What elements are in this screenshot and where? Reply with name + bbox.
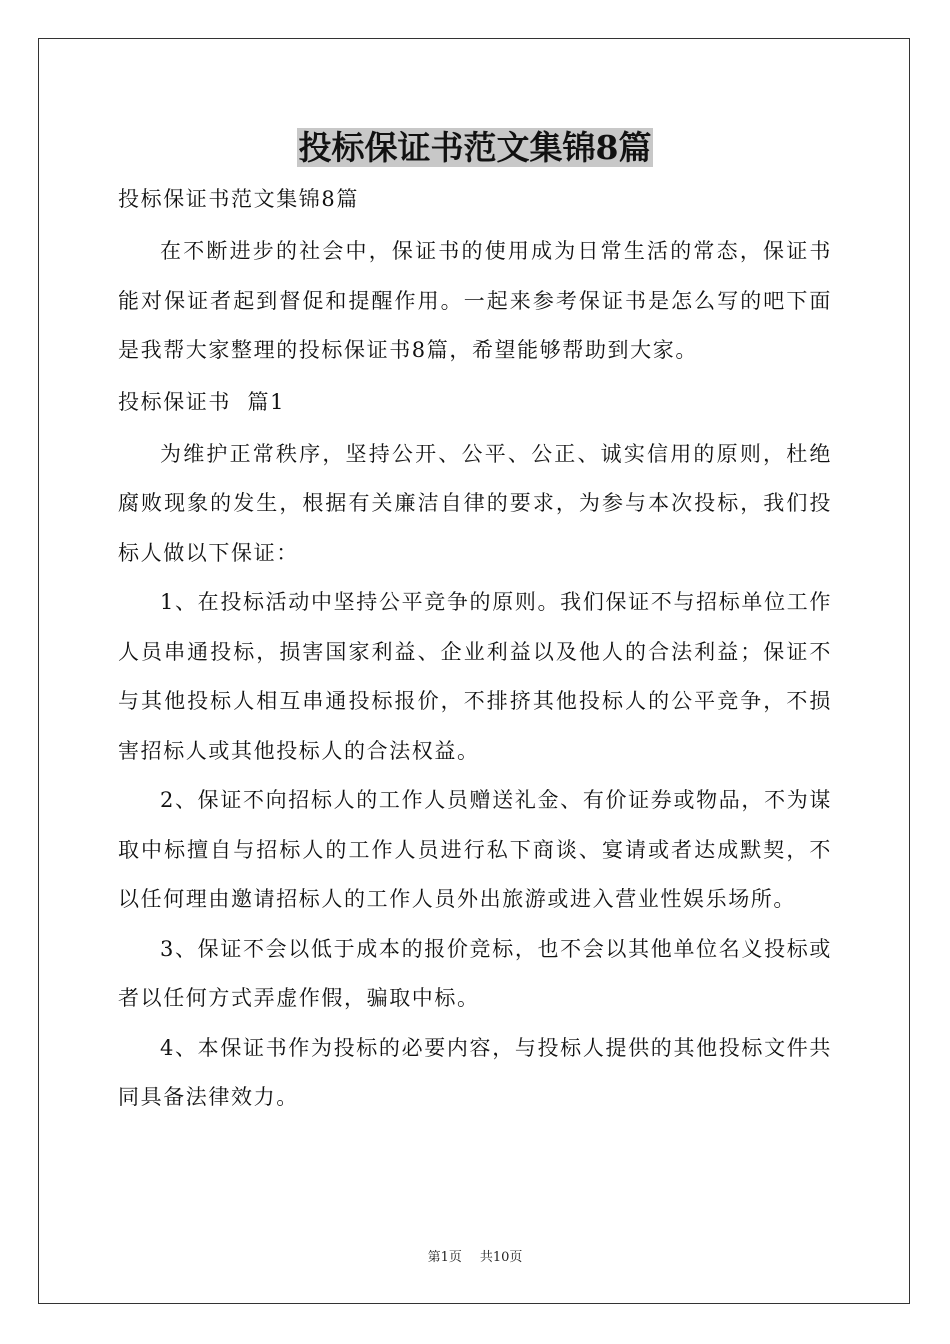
document-body <box>118 181 832 1123</box>
page-number-current: 第1页 <box>427 1250 462 1265</box>
document-subtitle: 投标保证书范文集锦8篇 <box>118 187 359 211</box>
body-paragraph-4: 4、本保证书作为投标的必要内容，与投标人提供的其他投标文件共同具备法律效力。 <box>118 1035 832 1109</box>
section-heading: 投标保证书 篇1 <box>118 389 286 414</box>
body-paragraph-1: 1、在投标活动中坚持公平竞争的原则。我们保证不与招标单位工作人员串通投标，损害国家利益、企业利益以及他人的合法利益；保证不与其他投标人相互串通投标报价，不排挤其他投标人的公平竞争，不损害招标人或其他投标人的合法权益。 <box>118 590 832 763</box>
body-paragraph-3: 3、保证不会以低于成本的报价竞标，也不会以其他单位名义投标或者以任何方式弄虚作假，骗取中标。 <box>118 936 832 1010</box>
page-footer <box>0 1246 950 1265</box>
document-title-text: 投标保证书范文集锦8篇 <box>298 128 652 167</box>
intro-paragraph: 在不断进步的社会中，保证书的使用成为日常生活的常态，保证书能对保证者起到督促和提醒作用。一起来参考保证书是怎么写的吧下面是我帮大家整理的投标保证书8篇，希望能够帮助到大家。 <box>118 239 832 362</box>
document-title <box>0 126 950 170</box>
page-number-total: 共10页 <box>479 1250 523 1265</box>
body-paragraph-2: 2、保证不向招标人的工作人员赠送礼金、有价证券或物品，不为谋取中标擅自与招标人的工作人员进行私下商谈、宴请或者达成默契，不以任何理由邀请招标人的工作人员外出旅游或进入营业性娱乐场所。 <box>118 788 832 911</box>
body-paragraph-preamble: 为维护正常秩序，坚持公开、公平、公正、诚实信用的原则，杜绝腐败现象的发生，根据有关廉洁自律的要求，为参与本次投标，我们投标人做以下保证： <box>118 441 832 565</box>
